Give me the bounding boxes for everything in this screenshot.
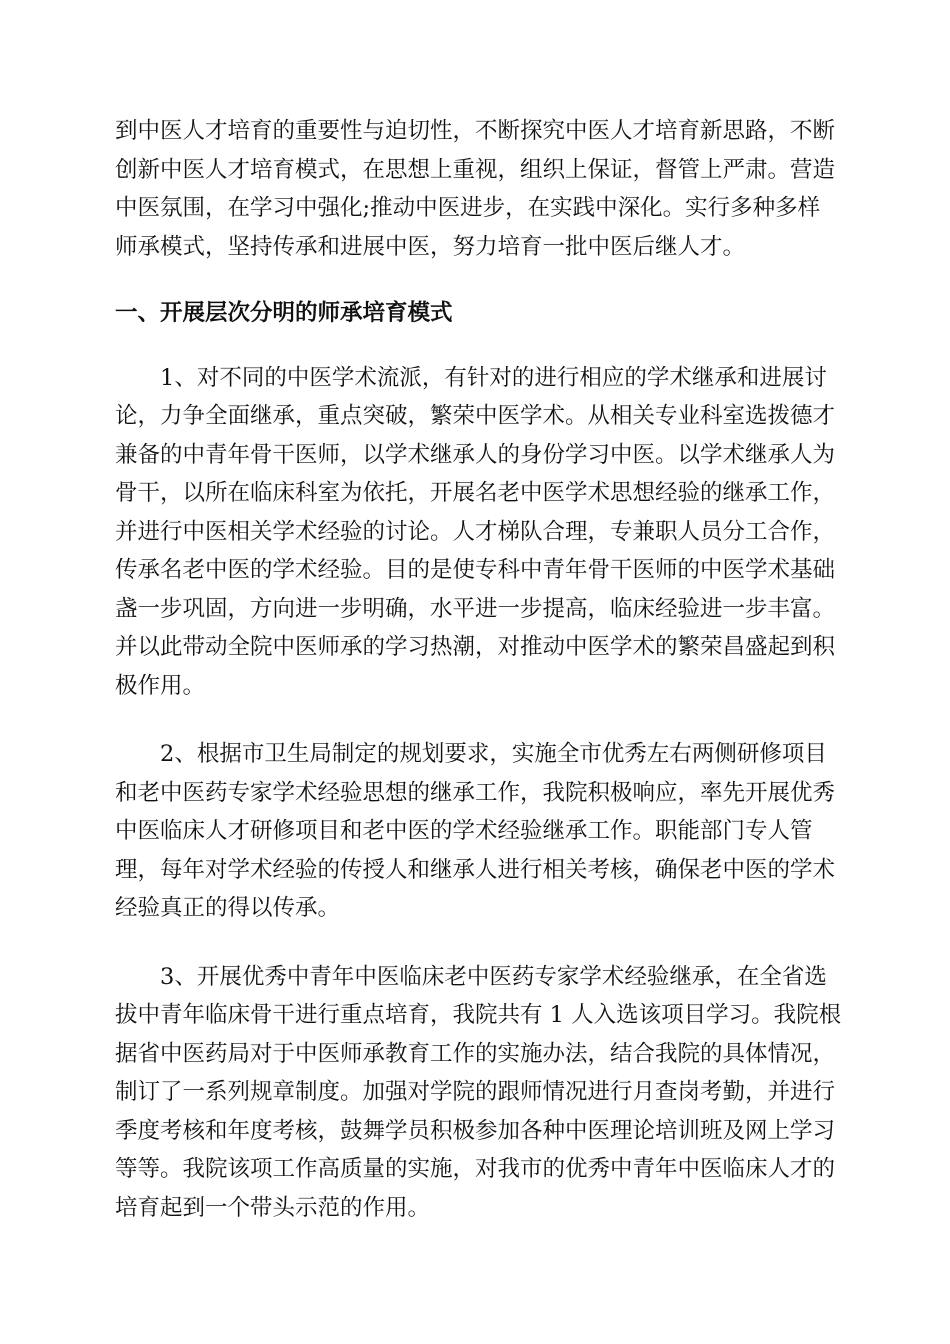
document-page bbox=[115, 112, 840, 1257]
text-line: 1、对不同的中医学术流派，有针对的进行相应的学术继承和进展讨 bbox=[160, 364, 827, 391]
text-line: 兼备的中青年骨干医师，以学术继承人的身份学习中医。以学术继承人为 bbox=[115, 441, 836, 468]
text-line: 论，力争全面继承，重点突破，繁荣中医学术。从相关专业科室选拨德才 bbox=[115, 403, 836, 429]
text-line: 极作用。 bbox=[115, 672, 206, 699]
text-line: 传承名老中医的学术经验。目的是使专科中青年骨干医师的中医学术基础 bbox=[115, 557, 836, 583]
text-line: 据省中医药局对于中医师承教育工作的实施办法，结合我院的具体情况， bbox=[115, 1040, 836, 1067]
text-line: 制订了一系列规章制度。加强对学院的跟师情况进行月查岗考勤，并进行 bbox=[115, 1079, 836, 1105]
text-line: 和老中医药专家学术经验思想的继承工作，我院积极响应，率先开展优秀 bbox=[115, 779, 836, 806]
text-line: 等等。我院该项工作高质量的实施，对我市的优秀中青年中医临床人才的 bbox=[115, 1156, 836, 1182]
intro-paragraph bbox=[115, 112, 840, 266]
text-line: 理，每年对学术经验的传授人和继承人进行相关考核，确保老中医的学术 bbox=[115, 856, 836, 883]
text-line: 季度考核和年度考核，鼓舞学员积极参加各种中医理论培训班及网上学习 bbox=[115, 1117, 836, 1144]
section-heading: 一、开展层次分明的师承培育模式 bbox=[115, 300, 453, 326]
text-line: 并以此带动全院中医师承的学习热潮，对推动中医学术的繁荣昌盛起到积 bbox=[115, 634, 836, 660]
text-line: 创新中医人才培育模式，在思想上重视，组织上保证，督管上严肃。营造 bbox=[115, 156, 836, 183]
text-line: 2、根据市卫生局制定的规划要求，实施全市优秀左右两侧研修项目 bbox=[160, 741, 827, 767]
text-line: 盏一步巩固，方向进一步明确，水平进一步提高，临床经验进一步丰富。 bbox=[115, 595, 836, 622]
text-line: 3、开展优秀中青年中医临床老中医药专家学术经验继承，在全省选 bbox=[160, 963, 827, 990]
text-line: 中医氛围，在学习中强化;推动中医进步，在实践中深化。实行多种多样 bbox=[115, 195, 821, 221]
text-line: 经验真正的得以传承。 bbox=[115, 895, 341, 921]
text-line: 拔中青年临床骨干进行重点培育，我院共有 1 人入选该项目学习。我院根 bbox=[115, 1002, 842, 1028]
paragraph-2 bbox=[115, 735, 840, 928]
paragraph-1 bbox=[115, 359, 840, 706]
text-line: 到中医人才培育的重要性与迫切性，不断探究中医人才培育新思路，不断 bbox=[115, 118, 836, 144]
text-line: 培育起到一个带头示范的作用。 bbox=[115, 1194, 431, 1221]
text-line: 骨干，以所在临床科室为依托，开展名老中医学术思想经验的继承工作， bbox=[115, 480, 836, 506]
paragraph-3 bbox=[115, 958, 840, 1228]
text-line: 并进行中医相关学术经验的讨论。人才梯队合理，专兼职人员分工合作， bbox=[115, 518, 836, 545]
text-line: 中医临床人才研修项目和老中医的学术经验继承工作。职能部门专人管 bbox=[115, 818, 813, 844]
text-line: 师承模式，坚持传承和进展中医，努力培育一批中医后继人才。 bbox=[115, 233, 746, 260]
